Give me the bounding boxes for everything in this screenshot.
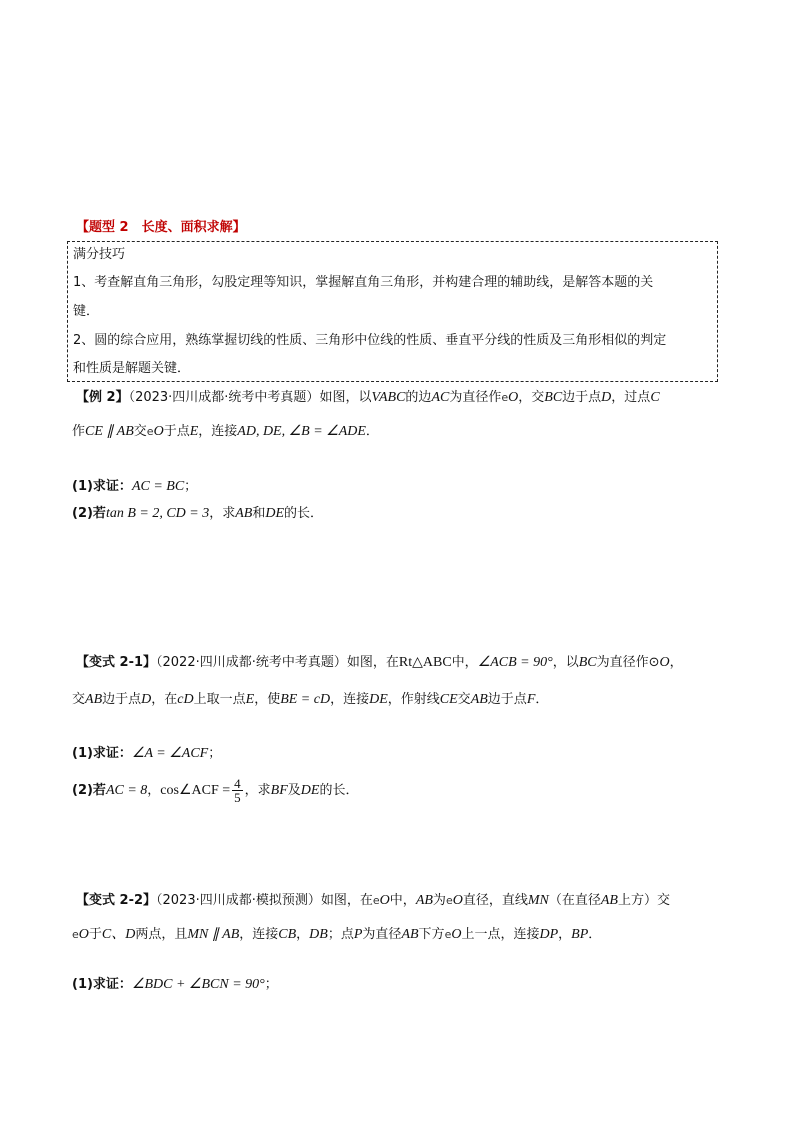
variant-tag: 【变式 2-1】 (76, 655, 157, 670)
segment-ab: AB (415, 893, 433, 908)
question-label: (2)若 (72, 783, 106, 798)
text: ，连接 (330, 692, 370, 707)
point-p: P (353, 927, 363, 942)
text: 交 (72, 692, 86, 707)
segment-bp: BP (571, 927, 589, 942)
example-2-line-2 (72, 423, 379, 441)
text: 两点，且 (135, 927, 188, 942)
segment-bc: BC (578, 655, 597, 670)
circle-icon: e (444, 928, 452, 941)
text: 下方 (418, 927, 445, 942)
segment-de: DE (300, 783, 320, 798)
triangle-abc: VABC (371, 390, 406, 405)
circle-icon: e (501, 391, 509, 404)
ray-ce: CE (439, 692, 458, 707)
variant-2-1-line-2 (72, 691, 548, 709)
example-question-1 (72, 478, 197, 496)
text: ； (264, 977, 278, 992)
text: 直径，直线 (462, 893, 528, 908)
math-ac-eq-8: AC = 8 (105, 783, 148, 798)
question-label: (2)若 (72, 506, 106, 521)
math-angle-condition: AD, DE, ∠B = ∠ADE (237, 424, 366, 439)
circle-icon: e (445, 894, 453, 907)
math-cos: cos∠ACF = (160, 783, 231, 798)
math-mn-parallel-ab: MN ∥ AB (187, 927, 240, 942)
text: ，作射线 (387, 692, 440, 707)
question-label: (1)求证： (72, 479, 132, 494)
text: ，连接 (239, 927, 279, 942)
fraction (232, 777, 243, 804)
text: 交 (457, 692, 471, 707)
segment-cb: CB (278, 927, 297, 942)
point-e: E (245, 692, 255, 707)
text: ； (208, 746, 222, 761)
circle-icon: e (372, 894, 380, 907)
text: ， (669, 655, 683, 670)
segment-ab: AB (401, 927, 419, 942)
question-label: (1)求证： (72, 746, 132, 761)
text: 边于点 (487, 692, 527, 707)
math-angle-equal: ∠A = ∠ACF (131, 746, 209, 761)
text: ． (535, 692, 549, 707)
text: ． (588, 927, 602, 942)
text: 上取一点 (193, 692, 246, 707)
tips-item-2-line-1: 2、圆的综合应用，熟练掌握切线的性质、三角形中位线的性质、垂直平分线的性质及三角形相似的判定 (73, 333, 667, 348)
variant-2-2-question-1 (72, 976, 278, 994)
math-angle-acb: ∠ACB = 90° (477, 655, 553, 670)
text: 中， (451, 655, 478, 670)
triangle-rt-abc: Rt△ABC (398, 655, 452, 670)
fraction-denominator: 5 (234, 790, 241, 805)
text: 的长． (319, 783, 359, 798)
text: 上方）交 (617, 893, 670, 908)
circle-icon: e (72, 928, 79, 941)
tips-item-1-line-2: 键． (73, 304, 100, 319)
text: ， (296, 927, 310, 942)
text: ，使 (254, 692, 281, 707)
variant-2-2-line-2 (72, 926, 601, 944)
math-arc-equal: BE = cD (280, 692, 331, 707)
text: 边于点 (102, 692, 142, 707)
arc-cd: cD (177, 692, 194, 707)
text: 为直径 (362, 927, 402, 942)
segment-ac: AC (431, 390, 450, 405)
text: 上一点，连接 (461, 927, 540, 942)
point-e: E (189, 424, 199, 439)
text: ， (558, 927, 572, 942)
math-ce-parallel-ab: CE ∥ AB (85, 424, 134, 439)
variant-tag: 【变式 2-2】 (76, 893, 157, 908)
example-question-2 (72, 505, 323, 523)
tips-item-2-line-2: 和性质是解题关键． (73, 361, 191, 376)
text: 如图，在 (346, 655, 399, 670)
text: ，交 (518, 390, 545, 405)
text: ，过点 (611, 390, 651, 405)
tips-heading: 满分技巧 (73, 247, 126, 262)
example-source: （2023·四川成都·统考中考真题） (128, 390, 320, 405)
tips-item-1-line-1: 1、考查解直角三角形，勾股定理等知识，掌握解直角三角形，并构建合理的辅助线，是解答本题的关 (73, 275, 654, 290)
text: 和 (252, 506, 266, 521)
question-label: (1)求证： (72, 977, 132, 992)
point-o: O (452, 893, 463, 908)
text: 如图，在 (320, 893, 373, 908)
variant-2-2-line-1 (76, 892, 670, 910)
variant-source: （2023·四川成都·模拟预测） (156, 893, 321, 908)
segment-ab: AB (470, 692, 488, 707)
text: 如图，以 (319, 390, 372, 405)
point-d: D (601, 390, 612, 405)
segment-ab: AB (85, 692, 103, 707)
segment-db: DB (309, 927, 328, 942)
segment-dp: DP (539, 927, 559, 942)
text: ，求 (209, 506, 236, 521)
text: 及 (287, 783, 301, 798)
segment-bc: BC (544, 390, 563, 405)
text: 为直径作 (449, 390, 502, 405)
text: 交 (133, 424, 147, 439)
text: 中， (389, 893, 416, 908)
math-angle-sum: ∠BDC + ∠BCN = 90° (131, 977, 265, 992)
point-o: O (659, 655, 670, 670)
text: ； (184, 479, 198, 494)
text: ， (147, 783, 161, 798)
text: 作 (72, 424, 86, 439)
text: 的边 (405, 390, 432, 405)
text: ；点 (327, 927, 354, 942)
text: 于点 (163, 424, 190, 439)
point-o: O (78, 927, 89, 942)
fraction-numerator: 4 (234, 776, 241, 791)
point-o: O (153, 424, 164, 439)
math-given: tan B = 2, CD = 3 (105, 506, 210, 521)
text: ． (365, 424, 379, 439)
variant-source: （2022·四川成都·统考中考真题） (156, 655, 347, 670)
segment-ab: AB (235, 506, 253, 521)
math-ac-eq-bc: AC = BC (131, 479, 185, 494)
point-f: F (526, 692, 536, 707)
point-d: D (141, 692, 152, 707)
text: 边于点 (562, 390, 602, 405)
point-c: C (650, 390, 660, 405)
text: 于 (88, 927, 102, 942)
circle-icon: e (146, 425, 154, 438)
segment-bf: BF (270, 783, 288, 798)
point-o: O (508, 390, 519, 405)
variant-2-1-question-2 (72, 771, 358, 811)
variant-2-1-line-1 (76, 654, 683, 672)
point-o: O (451, 927, 462, 942)
text: ，求 (244, 783, 271, 798)
text: 为 (432, 893, 446, 908)
segment-ab: AB (600, 893, 618, 908)
text: 的长． (284, 506, 324, 521)
text: ，以 (552, 655, 579, 670)
text: ，在 (151, 692, 178, 707)
example-2-line-1 (76, 389, 660, 407)
text: （在直径 (548, 893, 601, 908)
text: ，连接 (198, 424, 238, 439)
points-c-d: C、D (101, 927, 136, 942)
line-mn: MN (527, 893, 549, 908)
point-o: O (379, 893, 390, 908)
segment-de: DE (369, 692, 388, 707)
text: 为直径作⊙ (596, 655, 660, 670)
variant-2-1-question-1 (72, 745, 221, 763)
example-tag: 【例 2】 (76, 390, 129, 405)
section-title: 【题型 2 长度、面积求解】 (76, 220, 246, 235)
segment-de: DE (265, 506, 285, 521)
